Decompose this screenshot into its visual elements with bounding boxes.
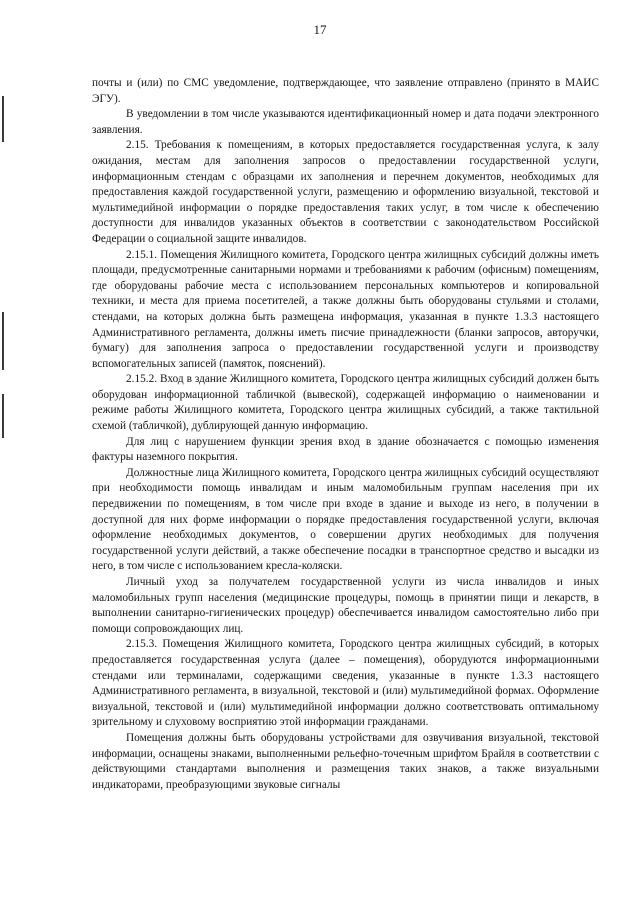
paragraph: 2.15.3. Помещения Жилищного комитета, Городского центра жилищных субсидий, в которых предоставляется государственная услуга (далее – помещения), оборудуются информационными стендами или терминалами, содержащими сведения, указанные в пункте 1.3.3 настоящего Административного регламента, в визуальной, текстовой и (или) мультимедийной формах. Оформление визуальной, текстовой и (или) мультимедийной информации должно соответствовать оптимальному зрительному и слуховому восприятию этой информации гражданами. — [92, 638, 599, 729]
scan-margin-mark — [2, 394, 4, 438]
paragraph: Должностные лица Жилищного комитета, Городского центра жилищных субсидий осуществляют при необходимости помощь инвалидам и иным маломобильным группам населения при их передвижении по помещениям, в том числе при входе в здание и выходе из него, в получении в доступной для них форме информации о порядке предоставления государственной услуги, включая оформление необходимых документов, о совершении других необходимых для получения государственной услуги действий, а также обеспечение посадки в транспортное средство и высадки из него, в том числе с использованием кресла-коляски. — [92, 466, 599, 573]
paragraph: Для лиц с нарушением функции зрения вход в здание обозначается с помощью изменения фактуры наземного покрытия. — [92, 435, 599, 464]
paragraph: почты и (или) по СМС уведомление, подтверждающее, что заявление отправлено (принято в МАИС ЭГУ). — [92, 77, 599, 105]
paragraph: Личный уход за получателем государственной услуги из числа инвалидов и иных маломобильных групп населения (медицинские процедуры, помощь в принятии пищи и лекарств, в выполнении санитарно-гигиенических процедур) обеспечивается инвалидом самостоятельно либо при помощи сопровождающих лиц. — [92, 576, 599, 635]
paragraph: 2.15. Требования к помещениям, в которых предоставляется государственная услуга, к залу ожидания, местам для заполнения запросов о предоставлении государственной услуги, информационным стендам с образцами их заполнения и перечнем документов, необходимых для предоставления каждой государственной услуги, размещению и оформлению визуальной, текстовой и мультимедийной информации о порядке предоставления таких услуг, в том числе к обеспечению доступности для инвалидов указанных объектов в соответствии с законодательством Российской Федерации о социальной защите инвалидов. — [92, 139, 599, 245]
scan-margin-mark — [2, 96, 4, 142]
page-number: 17 — [313, 22, 327, 37]
paragraph: Помещения должны быть оборудованы устройствами для озвучивания визуальной, текстовой информации, оснащены знаками, выполненными рельефно-точечным шрифтом Брайля в соответствии с действующими стандартами выполнения и размещения таких знаков, а также визуальными индикаторами, преобразующими звуковые сигналы — [92, 731, 599, 791]
document-body — [92, 76, 599, 793]
paragraph: 2.15.1. Помещения Жилищного комитета, Городского центра жилищных субсидий должны иметь площади, предусмотренные санитарными нормами и требованиями к рабочим (офисным) помещениям, где оборудованы рабочие места с использованием персональных компьютеров и копировальной техники, и места для приема посетителей, а также должны быть оборудованы стульями и столами, стендами, на которых должна быть размещена информация, указанная в пункте 1.3.3 настоящего Административного регламента, должны иметь писчие принадлежности (бланки запросов, авторучки, бумагу) для заполнения запроса о предоставлении государственной услуги и производству вспомогательных записей (памяток, пояснений). — [92, 248, 599, 370]
paragraph: 2.15.2. Вход в здание Жилищного комитета, Городского центра жилищных субсидий должен быть оборудован информационной табличкой (вывеской), содержащей информацию о наименовании и режиме работы Жилищного комитета, Городского центра жилищных субсидий, а также тактильной схемой (табличкой), дублирующей данную информацию. — [92, 373, 599, 433]
scan-margin-mark — [2, 312, 4, 370]
paragraph: В уведомлении в том числе указываются идентификационный номер и дата подачи электронного заявления. — [92, 108, 599, 136]
